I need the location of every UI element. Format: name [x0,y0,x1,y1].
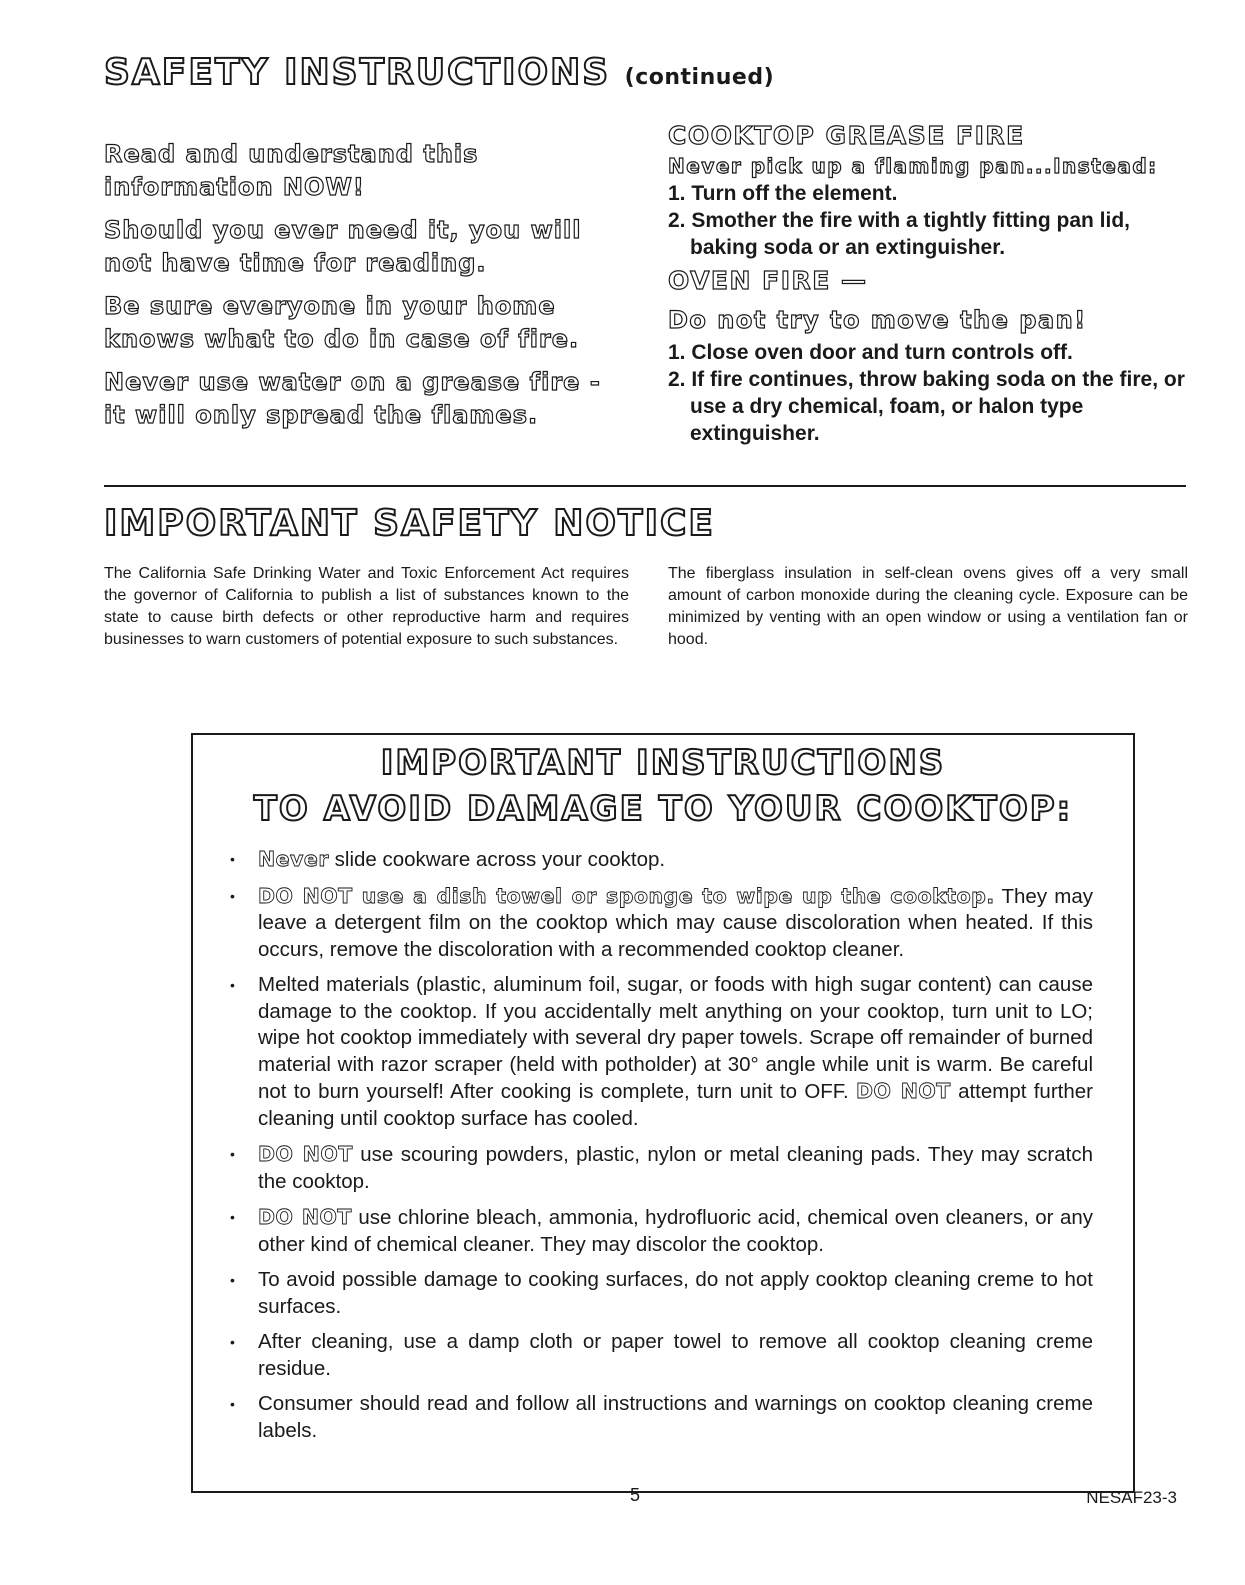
instructions-box [191,733,1135,1493]
oven-fire-steps [668,339,1188,447]
cooktop-fire-subheading: Never pick up a flaming pan...Instead: [668,154,1158,178]
emphasis-text: DO NOT [258,1142,353,1166]
cooktop-step-2: 2. Smother the fire with a tightly fitting pan lid, baking soda or an extinguisher. [668,209,1131,259]
instructions-list [193,846,1133,1444]
list-item: • To avoid possible damage to cooking surfaces, do not apply cooktop cleaning creme to hot surfaces. [230,1267,1093,1320]
page-number: 5 [630,1485,641,1505]
list-item: • Melted materials (plastic, aluminum foil, sugar, or foods with high sugar content) can cause damage to the cooktop. If you accidentally melt anything on your cooktop, turn unit to LO; wipe hot cooktop immediately with several dry paper towels. Scrape off remainder of burned material with razor scraper (held with potholder) at 30° angle while unit is warm. Be careful not to burn yourself! After cooking is complete, turn unit to OFF. DO NOT attempt further cleaning until cooktop surface has cooled. [230,972,1093,1132]
document-code: NESAF23-3 [1086,1488,1177,1507]
cooktop-step-1: 1. Turn off the element. [668,182,898,205]
warning-everyone: Be sure everyone in your home knows what to do in case of fire. [104,292,580,353]
oven-fire-subheading: Do not try to move the pan! [668,306,1087,334]
left-warnings [104,138,629,442]
cooktop-fire-heading: COOKTOP GREASE FIRE [668,121,1025,150]
list-item: • Consumer should read and follow all instructions and warnings on cooktop cleaning creme labels. [230,1391,1093,1444]
oven-fire-heading: OVEN FIRE — [668,266,868,295]
emphasis-text: DO NOT [258,1205,352,1229]
list-item: • DO NOT use scouring powders, plastic, nylon or metal cleaning pads. They may scratch the cooktop. [230,1141,1093,1195]
list-item: • Never slide cookware across your cooktop. [230,846,1093,874]
section-divider [104,485,1186,487]
warning-no-time: Should you ever need it, you will not have time for reading. [104,216,582,277]
list-item: • After cleaning, use a damp cloth or paper towel to remove all cooktop cleaning creme residue. [230,1329,1093,1382]
box-title-line1: IMPORTANT INSTRUCTIONS [380,743,946,783]
emphasis-text: DO NOT [856,1079,951,1103]
notice-california-text: The California Safe Drinking Water and Toxic Enforcement Act requires the governor of California to publish a list of substances known to the state to cause birth defects or other reproductive harm and requires businesses to warn customers of potential exposure to such substances. [104,565,629,648]
emphasis-text: DO NOT use a dish towel or sponge to wipe up the cooktop. [258,883,995,908]
oven-step-2: 2. If fire continues, throw baking soda on the fire, or use a dry chemical, foam, or halon type extinguisher. [668,368,1185,445]
fire-procedures [668,120,1188,447]
warning-read-now: Read and understand this information NOW! [104,140,479,201]
list-item: • DO NOT use a dish towel or sponge to wipe up the cooktop. They may leave a detergent film on the cooktop which may cause discoloration when heated. If this occurs, remove the discoloration with a recommended cooktop cleaner. [230,883,1093,964]
list-item: • DO NOT use chlorine bleach, ammonia, hydrofluoric acid, chemical oven cleaners, or any other kind of chemical cleaner. They may discolor the cooktop. [230,1204,1093,1258]
notice-fiberglass-text: The fiberglass insulation in self-clean ovens gives off a very small amount of carbon monoxide during the cleaning cycle. Exposure can be minimized by venting with an open window or using a ventilation fan or hood. [668,565,1188,648]
box-title-line2: TO AVOID DAMAGE TO YOUR COOKTOP: [253,789,1073,829]
oven-step-1: 1. Close oven door and turn controls off. [668,341,1073,364]
warning-no-water: Never use water on a grease fire - it will only spread the flames. [104,368,601,429]
cooktop-fire-steps [668,180,1188,261]
notice-title: IMPORTANT SAFETY NOTICE [104,503,715,544]
continued-label: (continued) [624,65,775,90]
emphasis-text: Never [258,847,329,871]
page-title: SAFETY INSTRUCTIONS (continued) [104,52,775,93]
